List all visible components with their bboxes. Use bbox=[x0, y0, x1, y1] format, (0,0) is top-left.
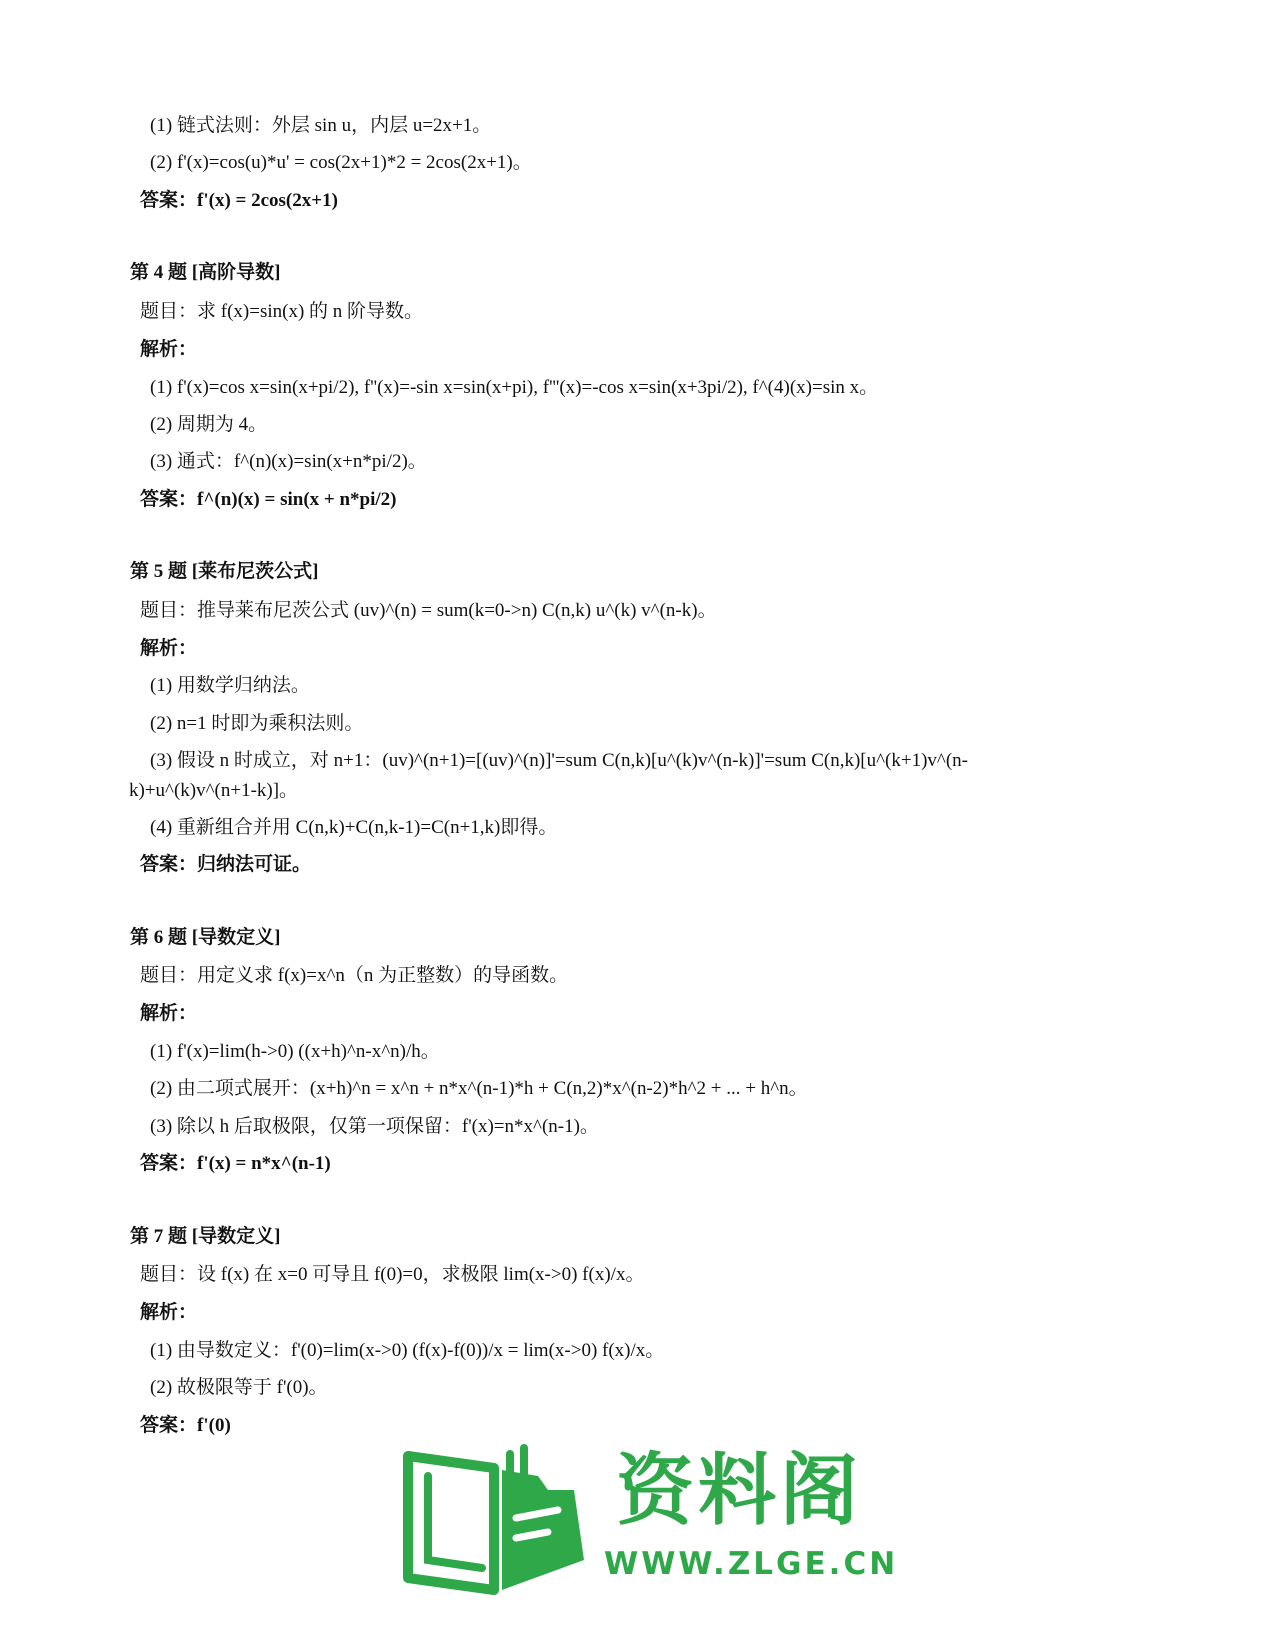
q3-step-1: (1) 链式法则：外层 sin u，内层 u=2x+1。 bbox=[150, 115, 492, 136]
q5-step-2: (2) n=1 时即为乘积法则。 bbox=[150, 713, 364, 734]
q6-title: 第 6 题 [导数定义] bbox=[130, 927, 281, 948]
q5-answer bbox=[140, 853, 311, 877]
q7-answer bbox=[140, 1414, 231, 1438]
q5-step-4: (4) 重新组合并用 C(n,k)+C(n,k-1)=C(n+1,k)即得。 bbox=[150, 817, 558, 838]
q5-answer-value: 归纳法可证。 bbox=[197, 854, 312, 875]
q3-answer bbox=[140, 189, 338, 213]
q7-title: 第 7 题 [导数定义] bbox=[130, 1226, 281, 1247]
q4-step-2: (2) 周期为 4。 bbox=[150, 414, 268, 435]
watermark-title: 资料阁 bbox=[616, 1446, 863, 1536]
q4-answer bbox=[140, 488, 397, 512]
q4-step-3: (3) 通式：f^(n)(x)=sin(x+n*pi/2)。 bbox=[150, 451, 427, 472]
q6-answer-value: f'(x) = n*x^(n-1) bbox=[197, 1153, 331, 1174]
q4-step-1: (1) f'(x)=cos x=sin(x+pi/2), f''(x)=-sin x=sin(x+pi), f'''(x)=-cos x=sin(x+3pi/2), f^(4)(x)=sin x。 bbox=[150, 377, 879, 398]
q5-step-1: (1) 用数学归纳法。 bbox=[150, 675, 310, 696]
q6-analysis-label: 解析： bbox=[140, 1003, 198, 1024]
q7-problem: 题目：设 f(x) 在 x=0 可导且 f(0)=0，求极限 lim(x->0) f(x)/x。 bbox=[140, 1264, 645, 1285]
watermark bbox=[398, 1440, 899, 1605]
q4-analysis-label: 解析： bbox=[140, 339, 198, 360]
q5-step-3: (3) 假设 n 时成立，对 n+1：(uv)^(n+1)=[(uv)^(n)]'=sum C(n,k)[u^(k)v^(n-k)]'=sum C(n,k)[u^(k+1)v^(n- bbox=[150, 750, 968, 771]
q7-analysis-label: 解析： bbox=[140, 1302, 198, 1323]
open-book-logo-icon bbox=[398, 1440, 598, 1600]
q5-answer-label: 答案： bbox=[140, 854, 198, 875]
q6-step-3: (3) 除以 h 后取极限，仅第一项保留：f'(x)=n*x^(n-1)。 bbox=[150, 1116, 599, 1137]
q5-title: 第 5 题 [莱布尼茨公式] bbox=[130, 561, 319, 582]
q4-problem: 题目：求 f(x)=sin(x) 的 n 阶导数。 bbox=[140, 301, 424, 322]
q5-analysis-label: 解析： bbox=[140, 638, 198, 659]
q6-step-2: (2) 由二项式展开：(x+h)^n = x^n + n*x^(n-1)*h + C(n,2)*x^(n-2)*h^2 + ... + h^n。 bbox=[150, 1078, 808, 1099]
q5-step-3-continued: k)+u^(k)v^(n+1-k)]。 bbox=[129, 780, 299, 801]
q3-answer-label: 答案： bbox=[140, 190, 198, 211]
q4-answer-label: 答案： bbox=[140, 489, 198, 510]
q6-answer bbox=[140, 1152, 331, 1176]
q7-answer-label: 答案： bbox=[140, 1415, 198, 1436]
q5-problem: 题目：推导莱布尼茨公式 (uv)^(n) = sum(k=0->n) C(n,k) u^(k) v^(n-k)。 bbox=[140, 600, 717, 621]
q6-answer-label: 答案： bbox=[140, 1153, 198, 1174]
q3-step-2: (2) f'(x)=cos(u)*u' = cos(2x+1)*2 = 2cos(2x+1)。 bbox=[150, 152, 532, 173]
q7-answer-value: f'(0) bbox=[197, 1415, 231, 1436]
q6-step-1: (1) f'(x)=lim(h->0) ((x+h)^n-x^n)/h。 bbox=[150, 1041, 440, 1062]
q6-problem: 题目：用定义求 f(x)=x^n（n 为正整数）的导函数。 bbox=[140, 965, 569, 986]
q7-step-1: (1) 由导数定义：f'(0)=lim(x->0) (f(x)-f(0))/x = lim(x->0) f(x)/x。 bbox=[150, 1340, 665, 1361]
q4-answer-value: f^(n)(x) = sin(x + n*pi/2) bbox=[197, 489, 397, 510]
watermark-url: WWW.ZLGE.CN bbox=[604, 1546, 899, 1582]
q7-step-2: (2) 故极限等于 f'(0)。 bbox=[150, 1377, 328, 1398]
q3-answer-value: f'(x) = 2cos(2x+1) bbox=[197, 190, 338, 211]
q4-title: 第 4 题 [高阶导数] bbox=[130, 262, 281, 283]
